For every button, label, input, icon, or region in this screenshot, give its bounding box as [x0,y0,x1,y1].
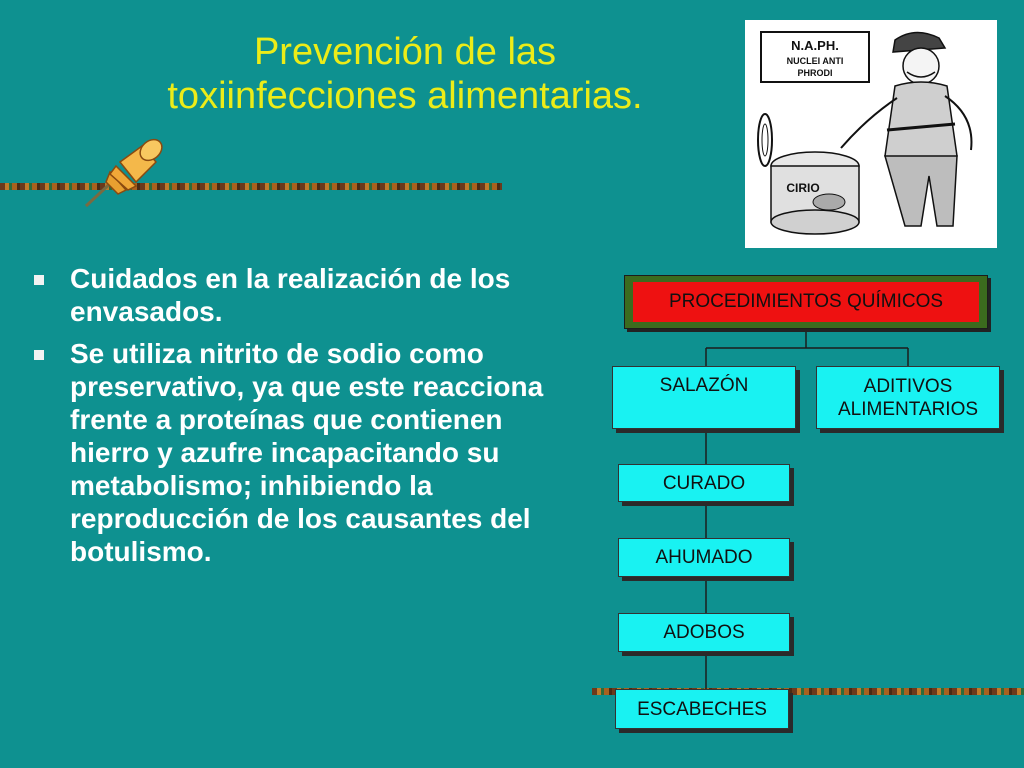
slide-title [60,30,750,118]
node-salazon-label: SALAZÓN [659,375,749,396]
slide-title-line-1: Prevención de las [253,31,557,73]
sign-line-1: N.A.PH. [791,38,839,53]
pushpin-icon [80,132,170,210]
slide-title-line-2: toxiinfecciones alimentarias. [167,75,643,117]
cartoon-illustration [745,20,997,248]
node-ahumado-label: AHUMADO [655,547,753,568]
title-divider [0,183,502,190]
node-aditivos-label-line-1: ADITIVOS [863,375,953,397]
bullet-item [28,262,568,328]
node-ahumado [618,538,790,577]
node-aditivos-alimentarios [816,366,1000,429]
bullet-item [28,337,568,568]
node-adobos [618,613,790,652]
node-escabeches [615,689,789,729]
bullet-text: Cuidados en la realización de los envasados. [70,263,511,327]
square-bullet-icon [34,275,44,285]
can-label: CIRIO [786,181,820,195]
node-aditivos-label-line-2: ALIMENTARIOS [837,398,979,420]
root-node-label: PROCEDIMIENTOS QUÍMICOS [633,282,979,322]
node-curado [618,464,790,502]
node-curado-label: CURADO [662,472,746,494]
node-salazon [612,366,796,429]
node-escabeches-label: ESCABECHES [637,698,767,720]
policeman-cartoon [745,20,997,248]
root-node [624,275,988,329]
bullet-list [28,262,568,577]
bullet-text: Se utiliza nitrito de sodio como preservativo, ya que este reacciona frente a proteínas que contienen hierro y azufre incapacitando su metabolismo; inhibiendo la reproducción de los causantes del botulismo. [70,338,544,567]
sign-line-2: NUCLEI ANTI [786,56,844,66]
sign-line-3: PHRODI [797,68,833,78]
square-bullet-icon [34,350,44,360]
node-adobos-label: ADOBOS [663,622,745,643]
